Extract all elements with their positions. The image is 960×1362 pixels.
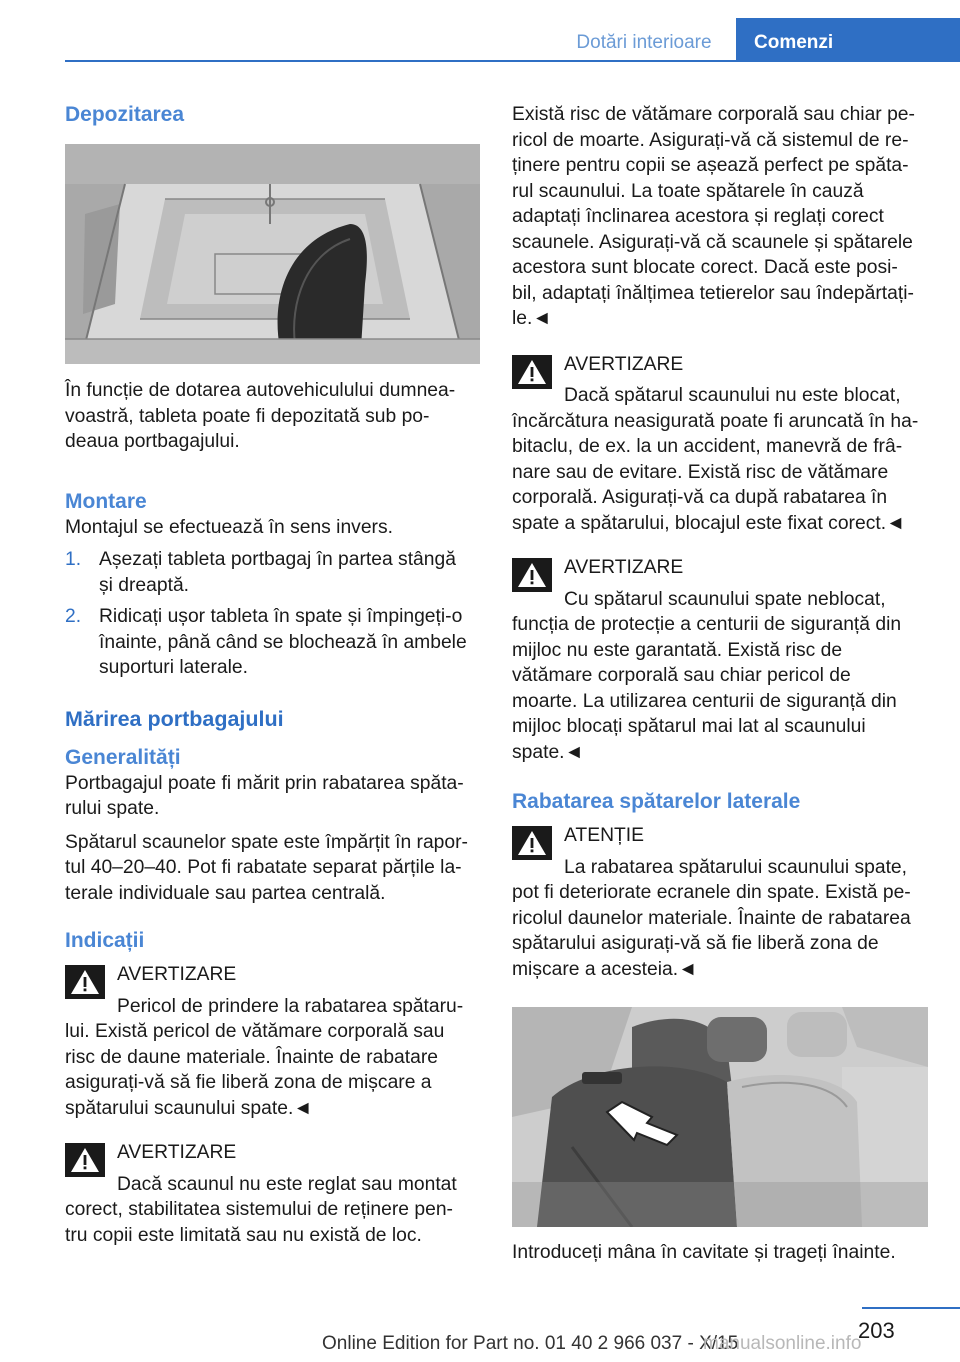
- warning-triangle-icon: [65, 965, 105, 999]
- tab-comenzi[interactable]: Comenzi: [736, 18, 960, 60]
- warning-triangle-icon: [512, 558, 552, 592]
- general-paragraph-1: Portbagajul poate fi mărit prin rabatarea spăta- rului spate.: [65, 772, 464, 819]
- heading-indicatii: Indicații: [65, 929, 145, 952]
- list-item: [65, 604, 485, 681]
- warning-title: AVERTIZARE: [564, 557, 684, 578]
- warning-block: [65, 1140, 485, 1248]
- steps-list: [65, 547, 485, 681]
- step-text: Așezați tableta portbagaj în partea stângă și dreaptă.: [99, 549, 456, 596]
- footer-rule: [862, 1307, 960, 1309]
- warning-block: [65, 962, 485, 1121]
- warning-triangle-icon: [512, 355, 552, 389]
- warning-first-line: Pericol de prindere la rabatarea spătaru-: [117, 995, 464, 1017]
- caution-block: [512, 823, 937, 982]
- rear-seat-photo: [512, 1007, 928, 1227]
- warning-text: lui. Există pericol de vătămare corporală sau risc de daune materiale. Înainte de rabatare asigurați-vă să fie liberă zona de mișcare a spătarului scaunului spate.◄: [65, 1021, 445, 1119]
- warning-first-line: Dacă scaunul nu este reglat sau montat: [117, 1173, 457, 1195]
- mounting-text: Montajul se efectuează în sens invers.: [65, 516, 393, 538]
- storage-caption: În funcție de dotarea autovehiculului dumnea- voastră, tableta poate fi depozitată sub po- deaua portbagajului.: [65, 380, 456, 452]
- heading-generalitati: Generalități: [65, 745, 181, 769]
- continued-warning-text: Există risc de vătămare corporală sau chiar pe- ricol de moarte. Asigurați-vă că sistemul de re- ținere pentru copii se așează perfect pe spăta- rul scaunului. La toate spătarele în cauză adaptați înclinarea acestora și reglați corect scaunele. Asigurați-vă că scaunele și spătarele acestora sunt blocate corect. Dacă este posi- bil, adaptați înălțimea tetierelor sau îndepărtați- le.◄: [512, 104, 915, 329]
- warning-title: AVERTIZARE: [117, 1142, 237, 1163]
- heading-montare: Montare: [65, 489, 147, 513]
- caution-title: ATENȚIE: [564, 825, 644, 846]
- trunk-floor-photo: [65, 144, 480, 364]
- trunk-floor-illustration: [65, 144, 480, 364]
- caution-first-line: La rabatarea spătarului scaunului spate,: [564, 856, 908, 878]
- caption-wrap: [512, 1240, 937, 1266]
- left-column-text: [65, 378, 485, 1248]
- right-column: [512, 102, 937, 982]
- warning-block: [512, 352, 937, 537]
- warning-triangle-icon: [65, 1143, 105, 1177]
- heading-depozitarea: Depozitarea: [65, 103, 185, 126]
- warning-text: funcția de protecție a centurii de siguranță din mijloc nu este garantată. Există risc de vătămare corporală sau chiar pericol de moarte. La utilizarea centurii de siguranță din mijloc blocați spătarul mai lat al scaunului spate.◄: [512, 614, 902, 763]
- page-number: 203: [858, 1318, 895, 1343]
- heading-marirea-portbagajului: Mărirea portbagajului: [65, 706, 284, 731]
- edition-line: Online Edition for Part no. 01 40 2 966 037 - X/15: [322, 1333, 739, 1354]
- warning-text: corect, stabilitatea sistemului de reținere pen- tru copii este limitată sau nu există de loc.: [65, 1199, 453, 1246]
- step-text: Ridicați ușor tableta în spate și împingeți-o înainte, până când se blochează în ambele suporturi laterale.: [99, 606, 467, 678]
- warning-title: AVERTIZARE: [117, 964, 237, 985]
- step-number: 2.: [65, 606, 82, 627]
- rear-seat-illustration: [512, 1007, 928, 1227]
- general-paragraph-2: Spătarul scaunelor spate este împărțit în rapor- tul 40–20–40. Pot fi rabatate separat părțile la- terale individuale sau partea centrală.: [65, 831, 468, 904]
- warning-first-line: Dacă spătarul scaunului nu este blocat,: [564, 385, 901, 406]
- warning-title: AVERTIZARE: [564, 353, 684, 375]
- caution-text: pot fi deteriorate ecranele din spate. Există pe- ricolul daunelor materiale. Înainte de rabatarea spătarului asigurați-vă să fie liberă zona de mișcare a acesteia.◄: [512, 882, 911, 980]
- heading-rabatarea-spatarelor: Rabatarea spătarelor laterale: [512, 790, 801, 813]
- warning-triangle-icon: [512, 826, 552, 860]
- header-rule: [65, 60, 960, 62]
- tab-dotari-interioare[interactable]: Dotări interioare: [576, 32, 712, 53]
- warning-text: încărcătura neasigurată poate fi aruncată în ha- bitaclu, de ex. la un accident, manevră de frâ- nare sau de evitare. Există risc de vătămare corporală. Asigurați-vă ca după rabatarea în spate a spătarului, blocajul este fixat corect.◄: [512, 410, 919, 534]
- warning-block: [512, 555, 937, 765]
- step-number: 1.: [65, 549, 82, 570]
- seat-caption: Introduceți mâna în cavitate și trageți înainte.: [512, 1242, 896, 1263]
- left-column: [65, 102, 485, 128]
- list-item: [65, 547, 485, 598]
- watermark-text: manualsonline.info: [703, 1333, 862, 1354]
- warning-first-line: Cu spătarul scaunului spate neblocat,: [564, 588, 886, 610]
